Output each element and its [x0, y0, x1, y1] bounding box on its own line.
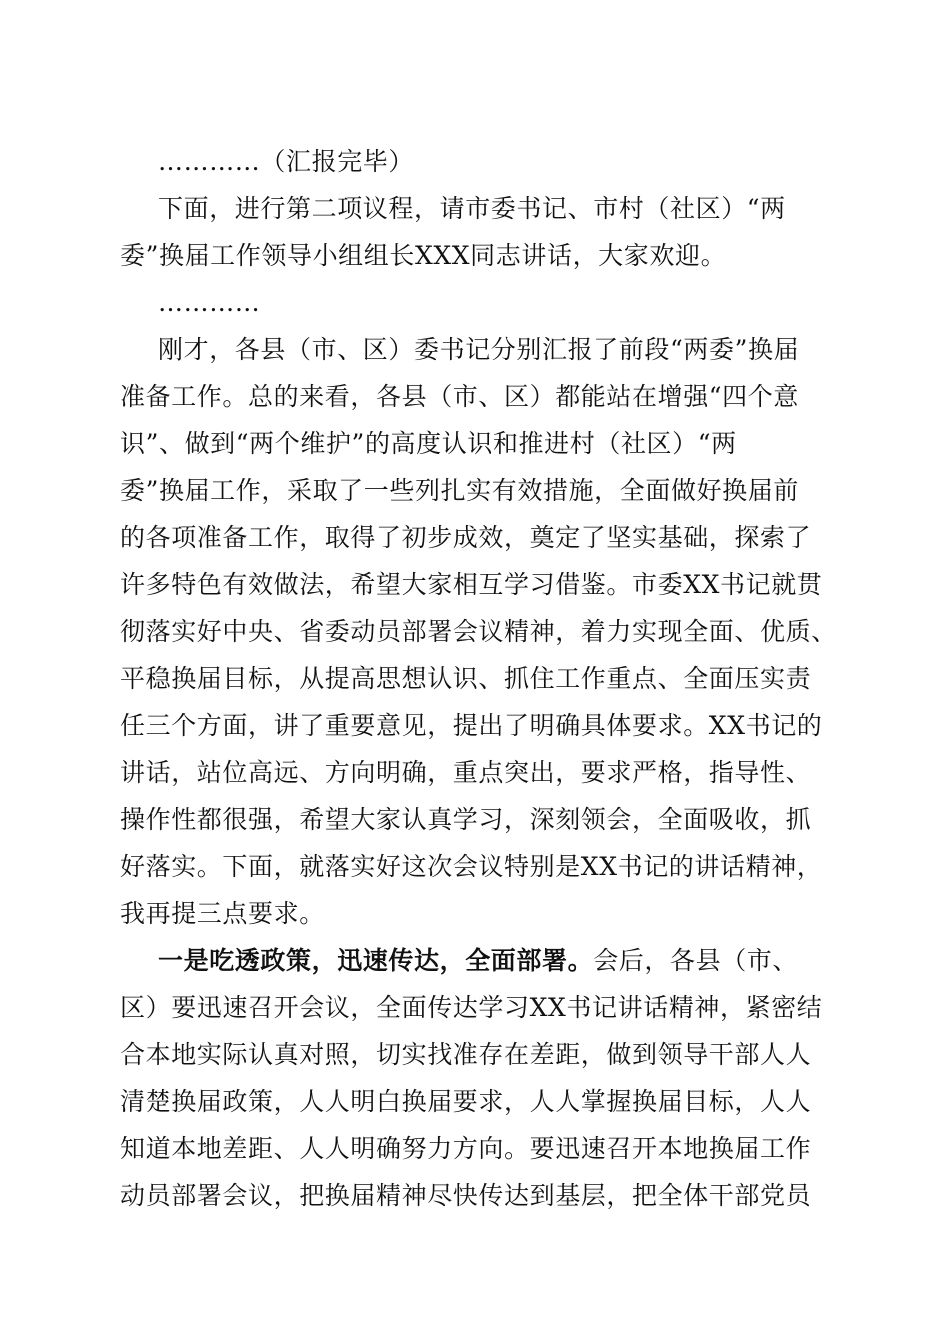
text-line: 操作性都很强，希望大家认真学习，深刻领会，全面吸收，抓 — [120, 805, 812, 834]
text-line: 清楚换届政策，人人明白换届要求，人人掌握换届目标，人人 — [120, 1087, 812, 1116]
text-line: 合本地实际认真对照，切实找准存在差距，做到领导干部人人 — [120, 1040, 812, 1069]
text-line: 的各项准备工作，取得了初步成效，奠定了坚实基础，探索了 — [120, 523, 812, 552]
text-line: 好落实。下面，就落实好这次会议特别是XX书记的讲话精神， — [120, 852, 823, 881]
text-line: 平稳换届目标，从提高思想认识、抓住工作重点、全面压实责 — [120, 664, 812, 693]
text-fragment: 会后，各县（市、 — [593, 946, 799, 975]
text-line — [158, 945, 798, 977]
text-line: 刚才，各县（市、区）委书记分别汇报了前段“两委”换届 — [158, 335, 800, 364]
text-line: ………… — [158, 288, 261, 317]
text-line: …………（汇报完毕） — [158, 147, 415, 176]
text-line: 彻落实好中央、省委动员部署会议精神，着力实现全面、优质、 — [120, 617, 837, 646]
text-line: 识”、做到“两个维护”的高度认识和推进村（社区）“两 — [120, 429, 737, 458]
text-line: 准备工作。总的来看，各县（市、区）都能站在增强“四个意 — [120, 382, 799, 411]
text-line: 许多特色有效做法，希望大家相互学习借鉴。市委XX书记就贯 — [120, 570, 823, 599]
text-line: 我再提三点要求。 — [120, 899, 325, 928]
text-line: 区）要迅速召开会议，全面传达学习XX书记讲话精神，紧密结 — [120, 993, 823, 1022]
text-line: 下面，进行第二项议程，请市委书记、市村（社区）“两 — [158, 194, 786, 223]
text-line: 任三个方面，讲了重要意见，提出了明确具体要求。XX书记的 — [120, 711, 823, 740]
text-line: 动员部署会议，把换届精神尽快传达到基层，把全体干部党员 — [120, 1181, 812, 1210]
text-line: 讲话，站位高远、方向明确，重点突出，要求严格，指导性、 — [120, 758, 812, 787]
text-line: 委”换届工作，采取了一些列扎实有效措施，全面做好换届前 — [120, 476, 799, 505]
text-line: 知道本地差距、人人明确努力方向。要迅速召开本地换届工作 — [120, 1134, 812, 1163]
section-heading: 一是吃透政策，迅速传达，全面部署。 — [158, 946, 594, 975]
text-line: 委”换届工作领导小组组长XXX同志讲话，大家欢迎。 — [120, 241, 727, 270]
